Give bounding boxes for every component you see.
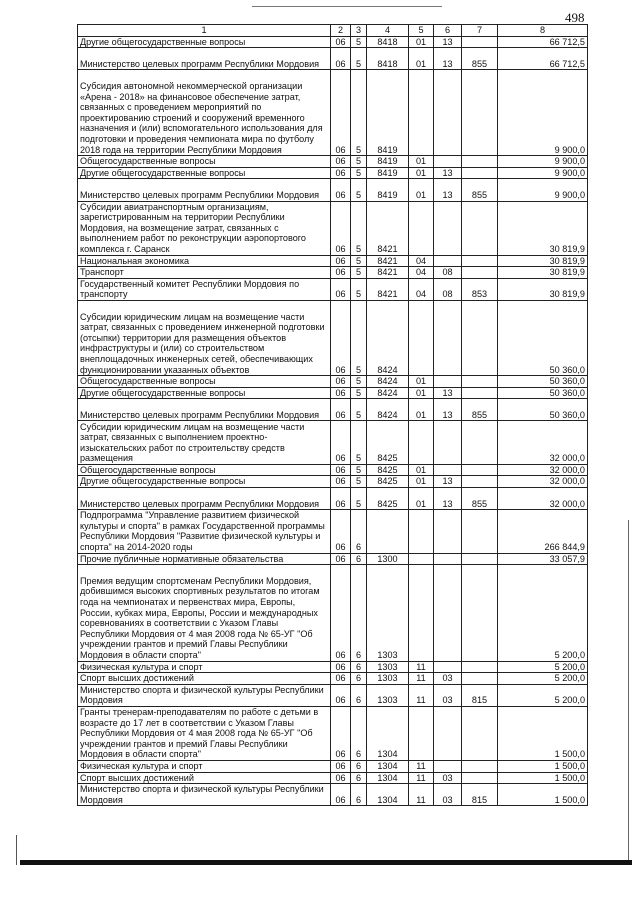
row-section-code: 06 — [331, 179, 351, 201]
row-ministry-code — [462, 565, 498, 661]
row-target-code: 8425 — [367, 476, 409, 488]
row-subchapter-code: 13 — [434, 387, 462, 399]
row-target-code: 1304 — [367, 772, 409, 784]
row-ministry-code: 855 — [462, 488, 498, 510]
row-amount: 30 819,9 — [498, 255, 588, 267]
header-cell-7: 7 — [462, 25, 498, 37]
row-description: Спорт высших достижений — [78, 673, 331, 685]
row-chapter-code: 11 — [409, 661, 434, 673]
table-body — [78, 36, 588, 806]
row-chapter-code: 01 — [409, 464, 434, 476]
row-subsection-code: 5 — [351, 399, 367, 421]
row-description: Другие общегосударственные вопросы — [78, 387, 331, 399]
row-ministry-code — [462, 661, 498, 673]
row-ministry-code — [462, 707, 498, 761]
row-chapter-code: 01 — [409, 387, 434, 399]
row-target-code: 8421 — [367, 201, 409, 255]
row-amount: 1 500,0 — [498, 707, 588, 761]
row-chapter-code: 01 — [409, 167, 434, 179]
row-chapter-code: 01 — [409, 488, 434, 510]
table-row — [78, 278, 588, 300]
row-section-code: 06 — [331, 36, 351, 48]
row-description: Государственный комитет Республики Мордовия по транспорту — [78, 278, 331, 300]
table-row — [78, 376, 588, 388]
scan-bottom-bar — [20, 860, 632, 865]
row-amount: 30 819,9 — [498, 201, 588, 255]
row-subsection-code: 5 — [351, 464, 367, 476]
row-subsection-code: 5 — [351, 255, 367, 267]
row-description: Премия ведущим спортсменам Республики Мордовия, добившимся высоких спортивных результатов по итогам года на чемпионатах и первенствах мира, Европы, России, кубках мира, Европы, России и международных соревнованиях в соответствии с Указом Главы Республики Мордовия от 4 мая 2008 года № 65-УГ "Об учреждении грантов и премий Главы Республики Мордовия в области спорта" — [78, 565, 331, 661]
row-target-code: 1304 — [367, 707, 409, 761]
row-ministry-code — [462, 70, 498, 156]
row-target-code: 8419 — [367, 156, 409, 168]
row-subsection-code: 5 — [351, 376, 367, 388]
row-description: Спорт высших достижений — [78, 772, 331, 784]
row-chapter-code — [409, 201, 434, 255]
row-subsection-code: 6 — [351, 761, 367, 773]
table-row — [78, 255, 588, 267]
row-subchapter-code — [434, 255, 462, 267]
header-cell-3: 3 — [351, 25, 367, 37]
row-subchapter-code — [434, 70, 462, 156]
table-row — [78, 267, 588, 279]
row-ministry-code — [462, 772, 498, 784]
row-subchapter-code — [434, 553, 462, 565]
row-description: Физическая культура и спорт — [78, 661, 331, 673]
row-amount: 50 360,0 — [498, 376, 588, 388]
row-section-code: 06 — [331, 565, 351, 661]
table-row — [78, 300, 588, 375]
row-subchapter-code — [434, 707, 462, 761]
row-description: Подпрограмма "Управление развитием физической культуры и спорта" в рамках Государственной программы Республики Мордовия "Развитие физической культуры и спорта" на 2014-2020 годы — [78, 510, 331, 553]
row-subchapter-code — [434, 565, 462, 661]
row-chapter-code: 11 — [409, 684, 434, 706]
row-description: Министерство целевых программ Республики Мордовия — [78, 179, 331, 201]
row-amount: 9 900,0 — [498, 70, 588, 156]
row-target-code: 8418 — [367, 48, 409, 70]
table-row — [78, 661, 588, 673]
row-subchapter-code: 13 — [434, 167, 462, 179]
row-section-code: 06 — [331, 399, 351, 421]
table-row — [78, 36, 588, 48]
row-subsection-code: 6 — [351, 673, 367, 685]
row-section-code: 06 — [331, 167, 351, 179]
row-target-code: 1304 — [367, 784, 409, 806]
row-amount: 33 057,9 — [498, 553, 588, 565]
row-chapter-code: 11 — [409, 673, 434, 685]
row-subchapter-code: 13 — [434, 488, 462, 510]
row-ministry-code — [462, 376, 498, 388]
row-subsection-code: 5 — [351, 156, 367, 168]
row-section-code: 06 — [331, 48, 351, 70]
row-subchapter-code — [434, 421, 462, 464]
row-section-code: 06 — [331, 421, 351, 464]
row-target-code: 8421 — [367, 278, 409, 300]
row-chapter-code: 01 — [409, 376, 434, 388]
row-subsection-code: 5 — [351, 201, 367, 255]
row-subsection-code: 5 — [351, 70, 367, 156]
row-chapter-code: 11 — [409, 772, 434, 784]
row-target-code: 1304 — [367, 761, 409, 773]
row-ministry-code — [462, 510, 498, 553]
row-ministry-code — [462, 387, 498, 399]
row-section-code: 06 — [331, 464, 351, 476]
row-description: Субсидии юридическим лицам на возмещение части затрат, связанных с проведением инженерной подготовки (отсыпки) территории для размещения объектов инфраструктуры и (или) со строительством внеплощадочных инженерных сетей, обеспечивающих функционировании указанных объектов — [78, 300, 331, 375]
row-target-code: 1303 — [367, 673, 409, 685]
row-subchapter-code — [434, 376, 462, 388]
row-amount: 32 000,0 — [498, 464, 588, 476]
row-ministry-code — [462, 156, 498, 168]
row-ministry-code — [462, 761, 498, 773]
row-target-code: 8419 — [367, 70, 409, 156]
row-ministry-code — [462, 201, 498, 255]
row-description: Министерство целевых программ Республики Мордовия — [78, 48, 331, 70]
row-subchapter-code: 03 — [434, 784, 462, 806]
row-section-code: 06 — [331, 267, 351, 279]
row-target-code: 8421 — [367, 255, 409, 267]
row-section-code: 06 — [331, 300, 351, 375]
row-subchapter-code — [434, 201, 462, 255]
row-subsection-code: 5 — [351, 488, 367, 510]
row-ministry-code: 853 — [462, 278, 498, 300]
row-subsection-code: 5 — [351, 387, 367, 399]
row-amount: 32 000,0 — [498, 476, 588, 488]
scan-right-edge — [628, 520, 629, 865]
row-chapter-code: 01 — [409, 156, 434, 168]
row-section-code: 06 — [331, 661, 351, 673]
row-section-code: 06 — [331, 684, 351, 706]
row-ministry-code — [462, 300, 498, 375]
scan-left-edge — [16, 835, 17, 865]
row-amount: 266 844,9 — [498, 510, 588, 553]
header-row — [78, 25, 588, 37]
row-ministry-code: 855 — [462, 179, 498, 201]
row-amount: 1 500,0 — [498, 772, 588, 784]
row-chapter-code: 04 — [409, 255, 434, 267]
row-subsection-code: 6 — [351, 684, 367, 706]
row-section-code: 06 — [331, 70, 351, 156]
row-target-code: 8424 — [367, 387, 409, 399]
row-subchapter-code — [434, 300, 462, 375]
row-subsection-code: 6 — [351, 553, 367, 565]
row-ministry-code — [462, 553, 498, 565]
row-chapter-code — [409, 553, 434, 565]
row-section-code: 06 — [331, 278, 351, 300]
header-cell-5: 5 — [409, 25, 434, 37]
row-subchapter-code — [434, 761, 462, 773]
row-ministry-code — [462, 167, 498, 179]
table-row — [78, 476, 588, 488]
row-subsection-code: 5 — [351, 179, 367, 201]
row-section-code: 06 — [331, 156, 351, 168]
row-amount: 1 500,0 — [498, 784, 588, 806]
row-description: Прочие публичные нормативные обязательства — [78, 553, 331, 565]
table-row — [78, 399, 588, 421]
row-chapter-code: 01 — [409, 179, 434, 201]
row-section-code: 06 — [331, 476, 351, 488]
row-description: Транспорт — [78, 267, 331, 279]
row-ministry-code — [462, 464, 498, 476]
row-amount: 50 360,0 — [498, 300, 588, 375]
table-row — [78, 421, 588, 464]
row-chapter-code — [409, 421, 434, 464]
row-ministry-code — [462, 673, 498, 685]
row-amount: 66 712,5 — [498, 36, 588, 48]
row-section-code: 06 — [331, 553, 351, 565]
row-subchapter-code: 08 — [434, 267, 462, 279]
row-description: Общегосударственные вопросы — [78, 464, 331, 476]
row-subchapter-code: 03 — [434, 673, 462, 685]
row-ministry-code — [462, 36, 498, 48]
table-row — [78, 387, 588, 399]
row-target-code: 8421 — [367, 267, 409, 279]
table-row — [78, 565, 588, 661]
table-row — [78, 464, 588, 476]
row-target-code: 8419 — [367, 167, 409, 179]
row-chapter-code: 01 — [409, 36, 434, 48]
row-target-code: 8418 — [367, 36, 409, 48]
table-row — [78, 684, 588, 706]
row-ministry-code: 815 — [462, 784, 498, 806]
row-subsection-code: 5 — [351, 167, 367, 179]
row-ministry-code: 855 — [462, 48, 498, 70]
row-description: Министерство целевых программ Республики Мордовия — [78, 399, 331, 421]
row-subsection-code: 5 — [351, 267, 367, 279]
row-description: Другие общегосударственные вопросы — [78, 167, 331, 179]
row-subsection-code: 5 — [351, 476, 367, 488]
scan-top-line — [252, 6, 442, 7]
row-target-code — [367, 510, 409, 553]
row-chapter-code: 04 — [409, 267, 434, 279]
row-target-code: 8424 — [367, 300, 409, 375]
row-subchapter-code — [434, 510, 462, 553]
table-row — [78, 553, 588, 565]
row-amount: 30 819,9 — [498, 267, 588, 279]
row-chapter-code: 04 — [409, 278, 434, 300]
table-row — [78, 772, 588, 784]
row-chapter-code — [409, 300, 434, 375]
row-subchapter-code — [434, 156, 462, 168]
row-amount: 50 360,0 — [498, 399, 588, 421]
row-amount: 5 200,0 — [498, 673, 588, 685]
table-row — [78, 761, 588, 773]
row-target-code: 8424 — [367, 376, 409, 388]
table-row — [78, 784, 588, 806]
row-ministry-code — [462, 476, 498, 488]
row-description: Общегосударственные вопросы — [78, 376, 331, 388]
row-amount: 32 000,0 — [498, 488, 588, 510]
row-amount: 5 200,0 — [498, 661, 588, 673]
row-chapter-code — [409, 565, 434, 661]
row-section-code: 06 — [331, 488, 351, 510]
header-cell-6: 6 — [434, 25, 462, 37]
row-amount: 32 000,0 — [498, 421, 588, 464]
row-description: Министерство спорта и физической культуры Республики Мордовия — [78, 784, 331, 806]
row-chapter-code: 11 — [409, 761, 434, 773]
table-row — [78, 510, 588, 553]
row-subchapter-code — [434, 464, 462, 476]
row-amount: 5 200,0 — [498, 684, 588, 706]
row-subsection-code: 5 — [351, 278, 367, 300]
row-target-code: 1303 — [367, 661, 409, 673]
row-chapter-code — [409, 510, 434, 553]
table-row — [78, 48, 588, 70]
row-subsection-code: 6 — [351, 707, 367, 761]
table-row — [78, 673, 588, 685]
row-chapter-code — [409, 707, 434, 761]
row-description: Другие общегосударственные вопросы — [78, 36, 331, 48]
row-amount: 50 360,0 — [498, 387, 588, 399]
header-cell-2: 2 — [331, 25, 351, 37]
row-amount: 9 900,0 — [498, 179, 588, 201]
row-subsection-code: 6 — [351, 661, 367, 673]
row-target-code: 1303 — [367, 684, 409, 706]
row-description: Субсидии юридическим лицам на возмещение части затрат, связанных с выполнением проектно-изыскательских работ по строительству средств размещения — [78, 421, 331, 464]
row-subchapter-code: 13 — [434, 48, 462, 70]
row-target-code: 1303 — [367, 565, 409, 661]
row-subchapter-code: 13 — [434, 36, 462, 48]
header-cell-1: 1 — [78, 25, 331, 37]
row-subchapter-code: 13 — [434, 179, 462, 201]
header-cell-8: 8 — [498, 25, 588, 37]
table-row — [78, 70, 588, 156]
row-section-code: 06 — [331, 376, 351, 388]
row-amount: 9 900,0 — [498, 167, 588, 179]
row-amount: 5 200,0 — [498, 565, 588, 661]
row-description: Общегосударственные вопросы — [78, 156, 331, 168]
row-section-code: 06 — [331, 387, 351, 399]
table-row — [78, 167, 588, 179]
row-ministry-code — [462, 421, 498, 464]
row-chapter-code — [409, 70, 434, 156]
row-target-code: 1300 — [367, 553, 409, 565]
row-section-code: 06 — [331, 784, 351, 806]
table-row — [78, 707, 588, 761]
row-target-code: 8425 — [367, 488, 409, 510]
row-amount: 30 819,9 — [498, 278, 588, 300]
row-description: Гранты тренерам-преподавателям по работе с детьми в возрасте до 17 лет в соответствии с Указом Главы Республики Мордовия от 4 мая 2008 года № 65-УГ "Об учреждении грантов и премий Главы Республики Мордовия в области спорта" — [78, 707, 331, 761]
row-subsection-code: 6 — [351, 510, 367, 553]
table-row — [78, 179, 588, 201]
row-subsection-code: 6 — [351, 784, 367, 806]
row-subsection-code: 5 — [351, 36, 367, 48]
row-description: Субсидия автономной некоммерческой организации «Арена - 2018» на финансовое обеспечение затрат, связанных с проведением мероприятий по проектированию строений и сооружений временного назначения и (или) вспомогательного использования для подготовки и проведения чемпионата мира по футболу 2018 года на территории Республики Мордовия — [78, 70, 331, 156]
row-description: Министерство спорта и физической культуры Республики Мордовия — [78, 684, 331, 706]
row-subchapter-code: 03 — [434, 684, 462, 706]
row-amount: 9 900,0 — [498, 156, 588, 168]
row-ministry-code — [462, 255, 498, 267]
row-chapter-code: 01 — [409, 48, 434, 70]
row-description: Министерство целевых программ Республики Мордовия — [78, 488, 331, 510]
row-subsection-code: 5 — [351, 300, 367, 375]
row-description: Субсидии авиатранспортным организациям, зарегистрированным на территории Республики Мордовия, на возмещение затрат, связанных с выполнением работ по реконструкции аэропортового комплекса г. Саранск — [78, 201, 331, 255]
row-amount: 1 500,0 — [498, 761, 588, 773]
table-row — [78, 156, 588, 168]
page-number: 498 — [565, 10, 585, 25]
row-subsection-code: 5 — [351, 48, 367, 70]
row-subsection-code: 5 — [351, 421, 367, 464]
row-subsection-code: 6 — [351, 772, 367, 784]
row-amount: 66 712,5 — [498, 48, 588, 70]
row-chapter-code: 11 — [409, 784, 434, 806]
row-target-code: 8424 — [367, 399, 409, 421]
row-description: Физическая культура и спорт — [78, 761, 331, 773]
row-subchapter-code: 13 — [434, 399, 462, 421]
row-target-code: 8425 — [367, 421, 409, 464]
row-target-code: 8425 — [367, 464, 409, 476]
row-ministry-code: 855 — [462, 399, 498, 421]
row-chapter-code: 01 — [409, 476, 434, 488]
table-row — [78, 488, 588, 510]
row-section-code: 06 — [331, 510, 351, 553]
row-section-code: 06 — [331, 201, 351, 255]
row-description: Другие общегосударственные вопросы — [78, 476, 331, 488]
row-subchapter-code: 13 — [434, 476, 462, 488]
row-ministry-code — [462, 267, 498, 279]
header-cell-4: 4 — [367, 25, 409, 37]
row-section-code: 06 — [331, 772, 351, 784]
row-target-code: 8419 — [367, 179, 409, 201]
row-section-code: 06 — [331, 255, 351, 267]
row-section-code: 06 — [331, 707, 351, 761]
row-section-code: 06 — [331, 673, 351, 685]
row-subchapter-code — [434, 661, 462, 673]
row-chapter-code: 01 — [409, 399, 434, 421]
row-subchapter-code: 03 — [434, 772, 462, 784]
row-subsection-code: 6 — [351, 565, 367, 661]
row-section-code: 06 — [331, 761, 351, 773]
budget-table — [77, 24, 588, 806]
table-row — [78, 201, 588, 255]
row-ministry-code: 815 — [462, 684, 498, 706]
row-subchapter-code: 08 — [434, 278, 462, 300]
row-description: Национальная экономика — [78, 255, 331, 267]
